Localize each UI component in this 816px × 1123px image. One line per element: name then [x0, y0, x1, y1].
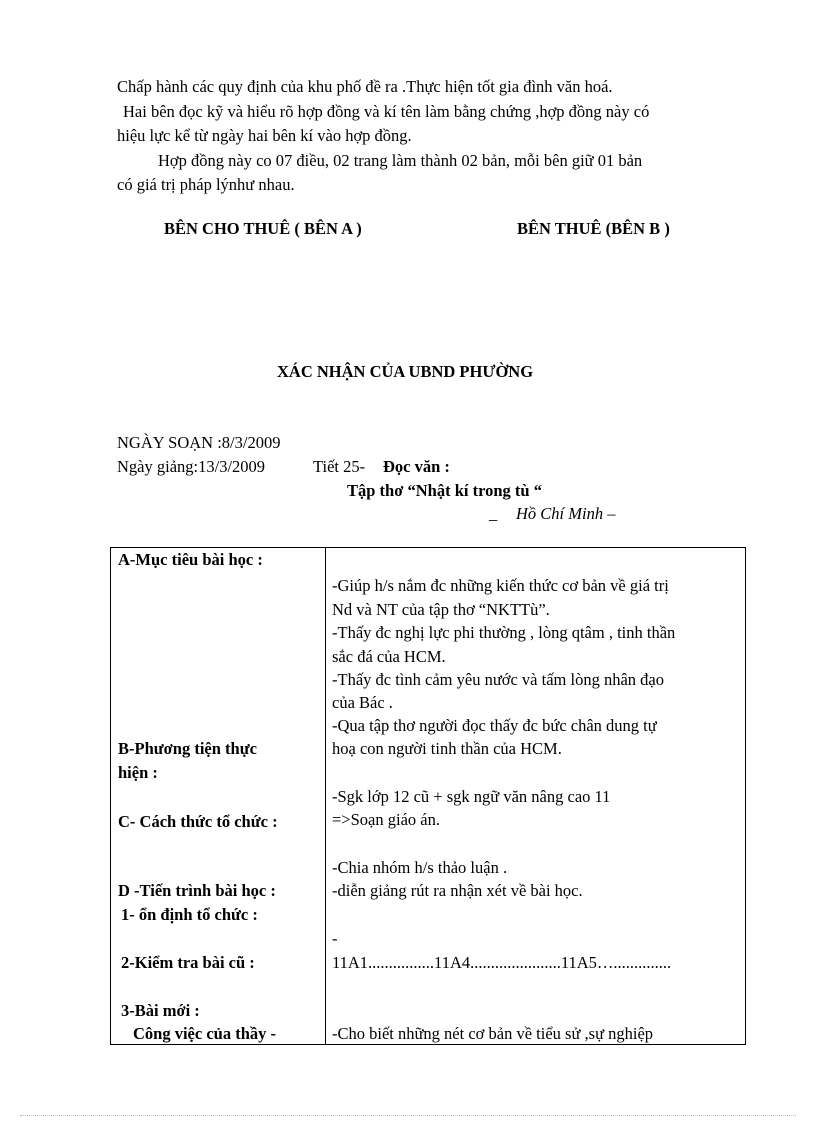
party-b-signature-heading: BÊN THUÊ (BÊN B )	[517, 219, 670, 238]
review-dash: -	[332, 929, 338, 948]
contract-paragraph-2-line-2: hiệu lực kể từ ngày hai bên kí vào hợp đồng.	[117, 126, 412, 145]
teacher-activity-heading: Công việc của thầy -	[133, 1024, 276, 1043]
organization-line-2: -diễn giảng rút ra nhận xét về bài học.	[332, 881, 583, 900]
contract-paragraph-1: Chấp hành các quy định của khu phố đề ra .Thực hiện tốt gia đình văn hoá.	[117, 77, 613, 96]
lesson-period: Tiết 25-	[313, 457, 366, 476]
organization-line-1: -Chia nhóm h/s thảo luận .	[332, 858, 508, 877]
goal-1-line-2: Nd và NT của tập thơ “NKTTù”.	[332, 600, 550, 619]
section-d3-new-lesson: 3-Bài mới :	[121, 1001, 200, 1020]
date-taught: Ngày giảng:13/3/2009	[117, 457, 266, 476]
goal-2-line-2: sắc đá của HCM.	[332, 647, 446, 666]
section-d2-review: 2-Kiểm tra bài cũ :	[121, 953, 255, 972]
lesson-plan-table	[110, 547, 746, 1045]
goal-4-line-1: -Qua tập thơ người đọc thấy đc bức chân dung tự	[332, 716, 657, 735]
date-prepared: NGÀY SOẠN :8/3/2009	[117, 433, 281, 452]
contract-paragraph-3-line-2: có giá trị pháp lýnhư nhau.	[117, 175, 295, 194]
goal-3-line-2: của Bác .	[332, 693, 393, 712]
means-line-1: -Sgk lớp 12 cũ + sgk ngữ văn nâng cao 11	[332, 787, 611, 806]
section-b-means-line-1: B-Phương tiện thực	[118, 739, 257, 758]
attendance-classes: 11A1................11A4......................11A5…..............	[332, 953, 672, 972]
lesson-author: Hồ Chí Minh –	[516, 504, 616, 523]
ward-confirmation-heading: XÁC NHẬN CỦA UBND PHƯỜNG	[277, 362, 534, 381]
contract-paragraph-3-line-1: Hợp đồng này co 07 điều, 02 trang làm thành 02 bản, mỗi bên giữ 01 bản	[158, 151, 643, 170]
section-d-process: D -Tiến trình bài học :	[118, 881, 276, 900]
section-a-objectives: A-Mục tiêu bài học :	[118, 550, 263, 569]
lesson-title: Tập thơ “Nhật kí trong tù “	[347, 481, 542, 500]
section-c-organization: C- Cách thức tổ chức :	[118, 812, 278, 831]
section-b-means-line-2: hiện :	[118, 763, 158, 782]
goal-4-line-2: hoạ con người tinh thần của HCM.	[332, 739, 562, 758]
goal-1-line-1: -Giúp h/s nắm đc những kiến thức cơ bản về giá trị	[332, 576, 669, 595]
means-line-2: =>Soạn giáo án.	[332, 810, 440, 829]
contract-paragraph-2-line-1: Hai bên đọc kỹ và hiểu rõ hợp đồng và kí tên làm bằng chứng ,hợp đồng này có	[123, 102, 650, 121]
page-bottom-dotted-line	[20, 1115, 796, 1116]
goal-2-line-1: -Thấy đc nghị lực phi thường , lòng qtâm , tinh thần	[332, 623, 676, 642]
new-lesson-question: -Cho biết những nét cơ bản về tiểu sử ,sự nghiệp	[332, 1024, 654, 1043]
party-a-signature-heading: BÊN CHO THUÊ ( BÊN A )	[164, 219, 362, 238]
lesson-subject: Đọc văn :	[383, 457, 450, 476]
table-column-divider	[325, 548, 326, 1044]
goal-3-line-1: -Thấy đc tình cảm yêu nước và tấm lòng nhân đạo	[332, 670, 664, 689]
author-dash: _	[489, 504, 498, 523]
section-d1-class-stabilization: 1- ổn định tổ chức :	[121, 905, 258, 924]
